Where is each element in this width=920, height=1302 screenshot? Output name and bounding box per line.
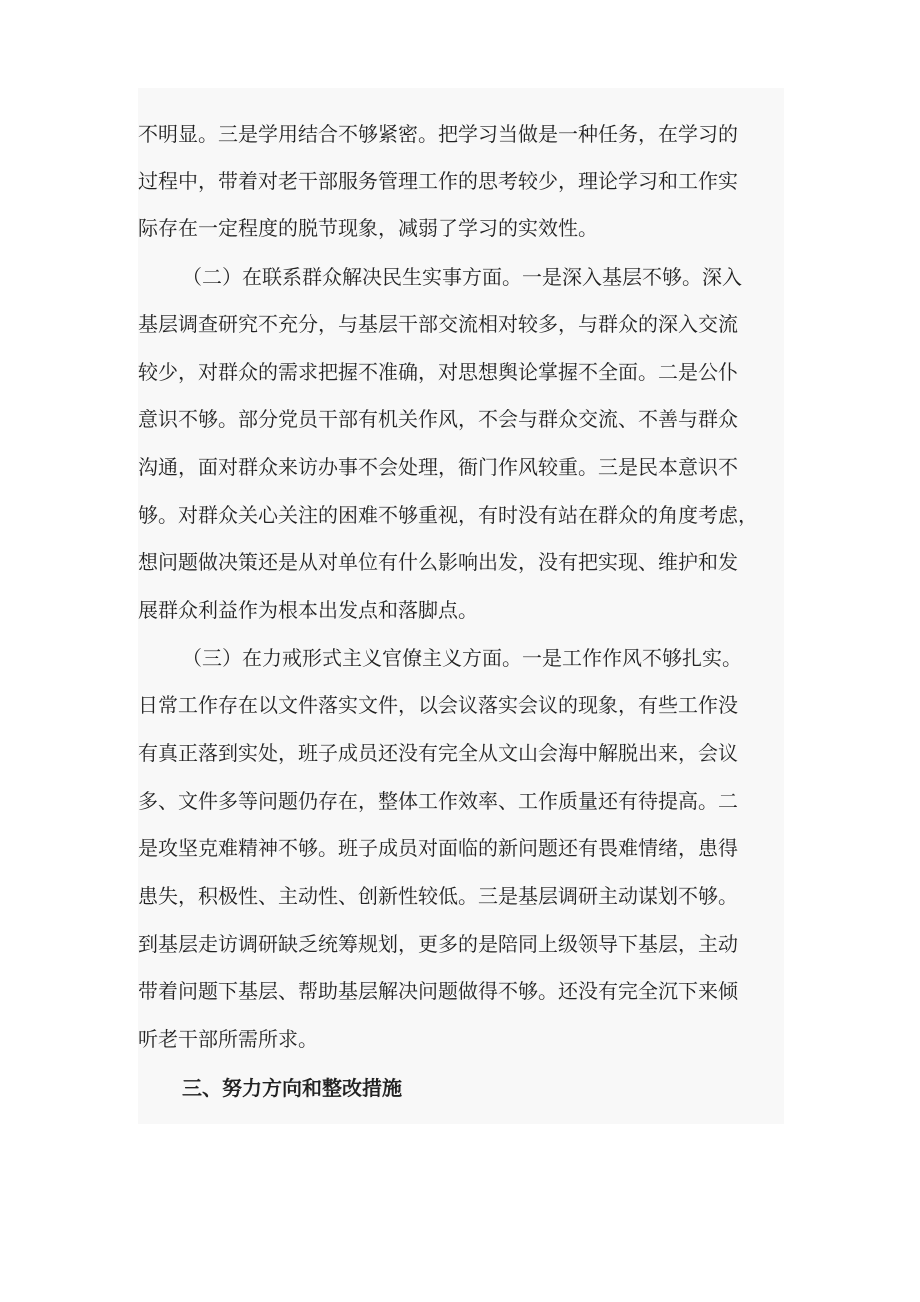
- text-line-8: 沟通，面对群众来访办事不会处理，衙门作风较重。三是民本意识不: [138, 455, 738, 479]
- document-text-block: [138, 88, 784, 1124]
- text-line-19: 带着问题下基层、帮助基层解决问题做得不够。还没有完全沉下来倾: [138, 979, 738, 1003]
- text-line-18: 到基层走访调研缺乏统筹规划，更多的是陪同上级领导下基层，主动: [138, 932, 738, 956]
- text-line-1: 不明显。三是学用结合不够紧密。把学习当做是一种任务，在学习的: [138, 122, 738, 146]
- text-line-7: 意识不够。部分党员干部有机关作风，不会与群众交流、不善与群众: [138, 407, 738, 431]
- text-line-5: 基层调查研究不充分，与基层干部交流相对较多，与群众的深入交流: [138, 312, 738, 336]
- text-line-11: 展群众利益作为根本出发点和落脚点。: [138, 598, 478, 622]
- text-line-4: （二）在联系群众解决民生实事方面。一是深入基层不够。深入: [182, 265, 742, 289]
- text-line-9: 够。对群众关心关注的困难不够重视，有时没有站在群众的角度考虑，: [138, 503, 758, 527]
- text-line-20: 听老干部所需所求。: [138, 1027, 318, 1051]
- text-line-16: 是攻坚克难精神不够。班子成员对面临的新问题还有畏难情绪，患得: [138, 836, 738, 860]
- text-line-15: 多、文件多等问题仍存在，整体工作效率、工作质量还有待提高。二: [138, 789, 738, 813]
- text-line-10: 想问题做决策还是从对单位有什么影响出发，没有把实现、维护和发: [138, 550, 738, 574]
- text-line-2: 过程中，带着对老干部服务管理工作的思考较少，理论学习和工作实: [138, 169, 738, 193]
- section-heading: 三、努力方向和整改措施: [182, 1076, 402, 1100]
- text-line-17: 患失，积极性、主动性、创新性较低。三是基层调研主动谋划不够。: [138, 884, 738, 908]
- text-line-6: 较少，对群众的需求把握不准确，对思想舆论掌握不全面。二是公仆: [138, 360, 738, 384]
- text-line-13: 日常工作存在以文件落实文件，以会议落实会议的现象，有些工作没: [138, 693, 738, 717]
- text-line-3: 际存在一定程度的脱节现象，减弱了学习的实效性。: [138, 216, 598, 240]
- text-line-12: （三）在力戒形式主义官僚主义方面。一是工作作风不够扎实。: [182, 646, 742, 670]
- text-line-14: 有真正落到实处，班子成员还没有完全从文山会海中解脱出来，会议: [138, 741, 738, 765]
